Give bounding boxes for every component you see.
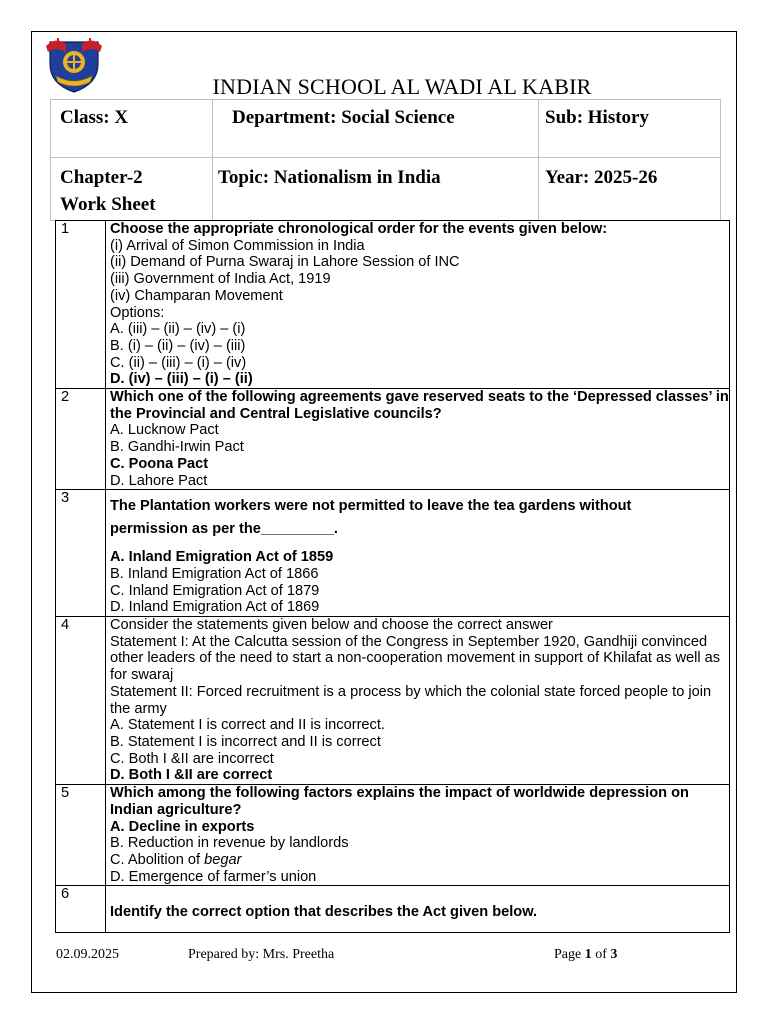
question-row bbox=[56, 617, 730, 785]
statement-two: Statement II: Forced recruitment is a process by which the colonial state forced people to join the army bbox=[110, 683, 712, 717]
department-cell bbox=[213, 100, 539, 158]
questions-table bbox=[55, 220, 730, 933]
question-text: Which among the following factors explains the impact of worldwide depression on Indian agriculture? bbox=[110, 785, 689, 818]
option-c-answer: C. Poona Pact bbox=[110, 455, 209, 472]
option-c bbox=[110, 852, 729, 869]
question-text-line-2: permission as per the_________. bbox=[110, 521, 338, 538]
option-c-italic-word: begar bbox=[204, 851, 242, 868]
option-c: C. (ii) – (iii) – (i) – (iv) bbox=[110, 354, 247, 371]
question-number: 6 bbox=[56, 886, 106, 933]
page-total: 3 bbox=[610, 947, 618, 962]
question-number: 4 bbox=[56, 617, 106, 785]
chapter-cell bbox=[51, 158, 213, 221]
event-item: (ii) Demand of Purna Swaraj in Lahore Session of INC bbox=[110, 254, 460, 271]
option-c: C. Both I &II are incorrect bbox=[110, 750, 274, 767]
page-prefix: Page bbox=[554, 947, 585, 962]
question-row bbox=[56, 785, 730, 886]
option-b: B. Reduction in revenue by landlords bbox=[110, 835, 349, 852]
option-d: D. Emergence of farmer’s union bbox=[110, 868, 317, 885]
question-text: Identify the correct option that describes the Act given below. bbox=[110, 904, 538, 921]
year-cell bbox=[539, 158, 721, 221]
question-text: Choose the appropriate chronological order for the events given below: bbox=[110, 221, 608, 237]
option-c-text: C. Abolition of bbox=[110, 851, 205, 868]
topic-label: Topic: Nationalism in India bbox=[218, 167, 441, 188]
class-label: Class: X bbox=[60, 107, 129, 128]
question-content bbox=[106, 389, 730, 490]
option-d: D. Inland Emigration Act of 1869 bbox=[110, 599, 320, 616]
subject-cell bbox=[539, 100, 721, 158]
question-content bbox=[106, 886, 730, 933]
option-a: A. Statement I is correct and II is incorrect. bbox=[110, 717, 385, 734]
class-cell bbox=[51, 100, 213, 158]
question-row bbox=[56, 490, 730, 617]
option-d-answer: D. Both I &II are correct bbox=[110, 767, 273, 784]
question-content bbox=[106, 221, 730, 389]
question-number: 3 bbox=[56, 490, 106, 617]
question-content bbox=[106, 617, 730, 785]
question-number: 1 bbox=[56, 221, 106, 389]
option-b: B. Statement I is incorrect and II is correct bbox=[110, 733, 381, 750]
question-row bbox=[56, 389, 730, 490]
question-text-line-1: The Plantation workers were not permitted to leave the tea gardens without bbox=[110, 498, 632, 515]
worksheet-label: Work Sheet bbox=[60, 194, 156, 215]
footer-date: 02.09.2025 bbox=[56, 947, 119, 962]
question-text: Which one of the following agreements gave reserved seats to the ‘Depressed classes’ in the Provincial and Central Legislative councils? bbox=[110, 389, 729, 422]
page-current: 1 bbox=[584, 947, 592, 962]
statement-one: Statement I: At the Calcutta session of the Congress in September 1920, Gandhiji convinced other leaders of the need to start a non-cooperation movement in support of Khilafat as well as for swaraj bbox=[110, 633, 721, 684]
event-item: (iv) Champaran Movement bbox=[110, 287, 283, 304]
option-b: B. (i) – (ii) – (iv) – (iii) bbox=[110, 337, 246, 354]
question-content bbox=[106, 785, 730, 886]
option-a-answer: A. Inland Emigration Act of 1859 bbox=[110, 549, 334, 566]
footer-prepared-by: Prepared by: Mrs. Preetha bbox=[188, 947, 335, 962]
footer-page-number bbox=[554, 947, 617, 963]
option-a: A. (iii) – (ii) – (iv) – (i) bbox=[110, 321, 246, 338]
option-b: B. Gandhi-Irwin Pact bbox=[110, 439, 244, 456]
option-a-answer: A. Decline in exports bbox=[110, 818, 255, 835]
option-d: D. Lahore Pact bbox=[110, 472, 208, 489]
option-a: A. Lucknow Pact bbox=[110, 422, 219, 439]
worksheet-header-table bbox=[50, 99, 721, 221]
option-d-answer: D. (iv) – (iii) – (i) – (ii) bbox=[110, 371, 253, 388]
option-c: C. Inland Emigration Act of 1879 bbox=[110, 582, 320, 599]
options-label: Options: bbox=[110, 304, 165, 321]
question-content bbox=[106, 490, 730, 617]
question-row bbox=[56, 221, 730, 389]
event-item: (iii) Government of India Act, 1919 bbox=[110, 271, 331, 288]
option-b: B. Inland Emigration Act of 1866 bbox=[110, 565, 319, 582]
topic-cell bbox=[213, 158, 539, 221]
department-label: Department: Social Science bbox=[232, 107, 455, 128]
year-label: Year: 2025-26 bbox=[545, 167, 658, 188]
subject-label: Sub: History bbox=[545, 107, 649, 128]
question-text: Consider the statements given below and choose the correct answer bbox=[110, 617, 553, 634]
questions-section bbox=[55, 220, 730, 933]
event-item: (i) Arrival of Simon Commission in India bbox=[110, 237, 365, 254]
question-number: 2 bbox=[56, 389, 106, 490]
page-of: of bbox=[591, 947, 611, 962]
question-row bbox=[56, 886, 730, 933]
chapter-label: Chapter-2 bbox=[60, 167, 143, 188]
question-number: 5 bbox=[56, 785, 106, 886]
school-name: INDIAN SCHOOL AL WADI AL KABIR bbox=[212, 74, 592, 99]
